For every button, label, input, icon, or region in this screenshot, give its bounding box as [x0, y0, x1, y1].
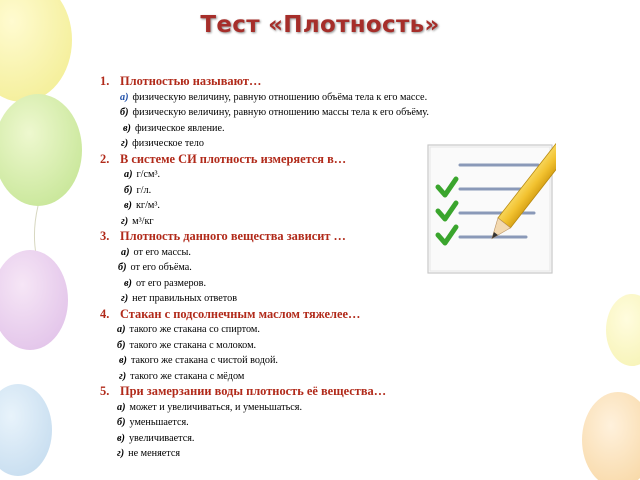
- option-text: от его массы.: [133, 246, 191, 258]
- option-letter: б): [120, 107, 129, 118]
- balloon-yellow-right: [606, 294, 640, 366]
- option-text: от его объёма.: [130, 262, 192, 273]
- question-number: 2.: [100, 151, 110, 166]
- question-text: Стакан с подсолнечным маслом тяжелее…: [120, 306, 361, 321]
- option-letter: б): [117, 339, 126, 351]
- option-letter: в): [117, 432, 125, 444]
- answer-option: [100, 121, 540, 137]
- option-text: физическую величину, равную отношению объёма тела к его массе.: [132, 91, 428, 103]
- option-letter: в): [124, 200, 132, 211]
- option-text: физическое тело: [132, 138, 204, 149]
- answer-option: [100, 400, 540, 416]
- option-letter: в): [124, 277, 132, 289]
- option-text: физическую величину, равную отношению массы тела к его объёму.: [132, 107, 429, 118]
- question-4: [100, 307, 540, 385]
- answer-option: [100, 446, 540, 462]
- checklist-with-pencil-icon: [426, 143, 556, 275]
- balloon-purple-left: [0, 250, 68, 350]
- option-letter: а): [121, 246, 130, 258]
- answer-option: [100, 105, 540, 121]
- option-text: г/л.: [136, 184, 152, 196]
- option-letter: а): [117, 324, 126, 335]
- answer-option: [100, 322, 540, 338]
- question-text: В системе СИ плотность измеряется в…: [120, 151, 347, 166]
- question-number: 3.: [100, 229, 110, 243]
- option-letter: б): [117, 417, 126, 428]
- option-letter: г): [121, 215, 129, 227]
- option-text: такого же стакана с мёдом: [130, 370, 245, 382]
- question-text: Плотность данного вещества зависит …: [120, 229, 346, 243]
- answer-option: [100, 431, 540, 447]
- option-text: увеличивается.: [128, 432, 195, 444]
- option-letter: а): [120, 91, 129, 103]
- balloon-blue-bottom-left: [0, 384, 52, 476]
- answer-option: [100, 369, 540, 385]
- option-letter: г): [121, 293, 129, 304]
- option-text: такого же стакана с молоком.: [129, 339, 257, 351]
- option-letter: в): [119, 355, 127, 366]
- answer-option: [100, 338, 540, 354]
- option-text: не меняется: [128, 448, 181, 459]
- option-text: нет правильных ответов: [132, 293, 238, 304]
- question-number: 1.: [100, 74, 110, 88]
- question-number: 4.: [100, 306, 110, 321]
- answer-option: [100, 415, 540, 431]
- option-text: от его размеров.: [135, 277, 207, 289]
- question-number: 5.: [100, 384, 110, 398]
- option-text: такого же стакана с чистой водой.: [130, 355, 278, 366]
- option-text: м³/кг: [132, 215, 154, 227]
- option-text: физическое явление.: [134, 122, 225, 134]
- question-1: [100, 74, 540, 152]
- question-title: [100, 74, 540, 90]
- option-text: уменьшается.: [129, 417, 189, 428]
- question-title: [100, 384, 540, 400]
- option-letter: г): [117, 448, 125, 459]
- balloon-orange-bottom-right: [582, 392, 640, 480]
- option-text: г/см³.: [136, 169, 161, 180]
- option-letter: б): [124, 184, 133, 196]
- option-letter: б): [118, 262, 127, 273]
- option-letter: г): [119, 370, 127, 382]
- page-title: Тест «Плотность»: [200, 12, 440, 38]
- question-text: При замерзании воды плотность её вещества…: [120, 384, 387, 398]
- option-text: может и увеличиваться, и уменьшаться.: [129, 401, 302, 413]
- option-letter: в): [123, 122, 131, 134]
- option-text: такого же стакана со спиртом.: [129, 324, 260, 335]
- option-letter: г): [121, 138, 129, 149]
- option-letter: а): [124, 169, 133, 180]
- answer-option: [100, 276, 540, 292]
- option-letter: а): [117, 401, 126, 413]
- answer-option: [100, 353, 540, 369]
- question-5: [100, 384, 540, 462]
- question-title: [100, 307, 540, 323]
- option-text: кг/м³.: [135, 200, 160, 211]
- answer-option: [100, 291, 540, 307]
- question-text: Плотностью называют…: [120, 74, 262, 88]
- answer-option: [100, 90, 540, 106]
